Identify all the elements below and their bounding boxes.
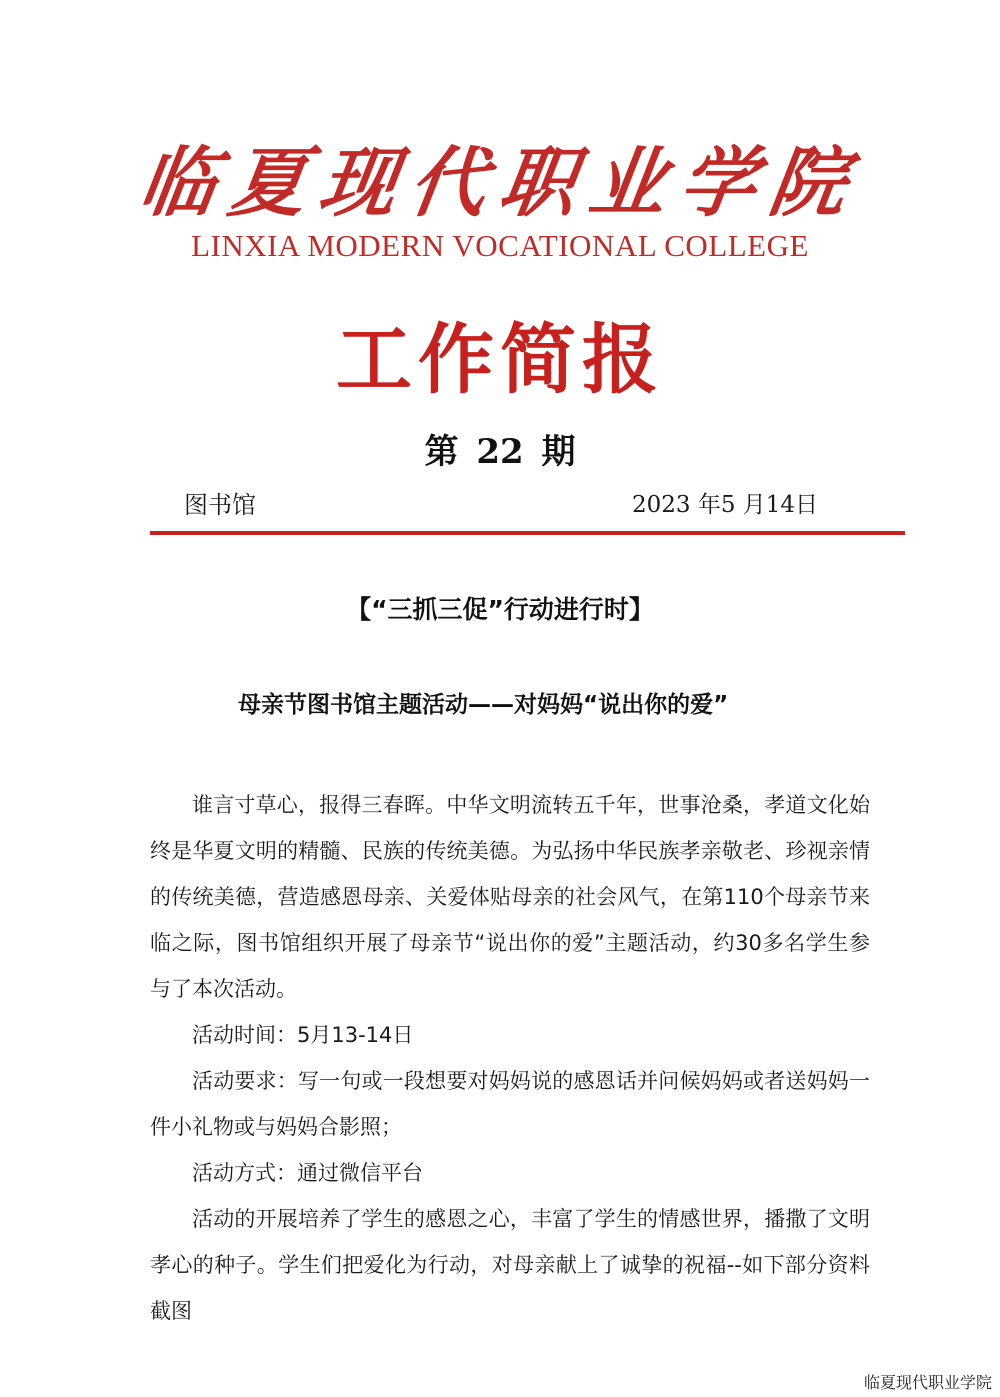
paragraph-time: 活动时间：5月13-14日 <box>192 1023 414 1047</box>
article-body <box>150 782 870 1334</box>
article-title: 母亲节图书馆主题活动——对妈妈“说出你的爱” <box>238 692 729 718</box>
issuer: 图书馆 <box>184 491 256 519</box>
section-title: 【“三抓三促”行动进行时】 <box>346 595 654 624</box>
college-name-cn: 临夏现代职业学院 <box>133 138 867 227</box>
paragraph-intro: 谁言寸草心，报得三春晖。中华文明流转五千年，世事沧桑，孝道文化始终是华夏文明的精髓、民族的传统美德。为弘扬中华民族孝亲敬老、珍视亲情的传统美德，营造感恩母亲、关爱体贴母亲的社会风气，在第110个母亲节来临之际，图书馆组织开展了母亲节“说出你的爱”主题活动，约30多名学生参与了本次活动。 <box>150 793 870 1001</box>
paragraph-requirements: 活动要求：写一句或一段想要对妈妈说的感恩话并问候妈妈或者送妈妈一件小礼物或与妈妈合影照； <box>150 1069 870 1139</box>
college-name-en: LINXIA MODERN VOCATIONAL COLLEGE <box>191 228 809 263</box>
paragraph-conclusion: 活动的开展培养了学生的感恩之心，丰富了学生的情感世界，播撒了文明孝心的种子。学生们把爱化为行动，对母亲献上了诚挚的祝福--如下部分资料截图 <box>150 1207 870 1323</box>
paragraph-method: 活动方式：通过微信平台 <box>192 1161 423 1185</box>
issue-date: 2023 年5 月14日 <box>632 492 819 518</box>
header-divider <box>150 531 905 535</box>
brief-title: 工作简报 <box>336 315 664 404</box>
source-label: 临夏现代职业学院 <box>863 1373 992 1392</box>
issue-number: 第 22 期 <box>424 432 576 472</box>
